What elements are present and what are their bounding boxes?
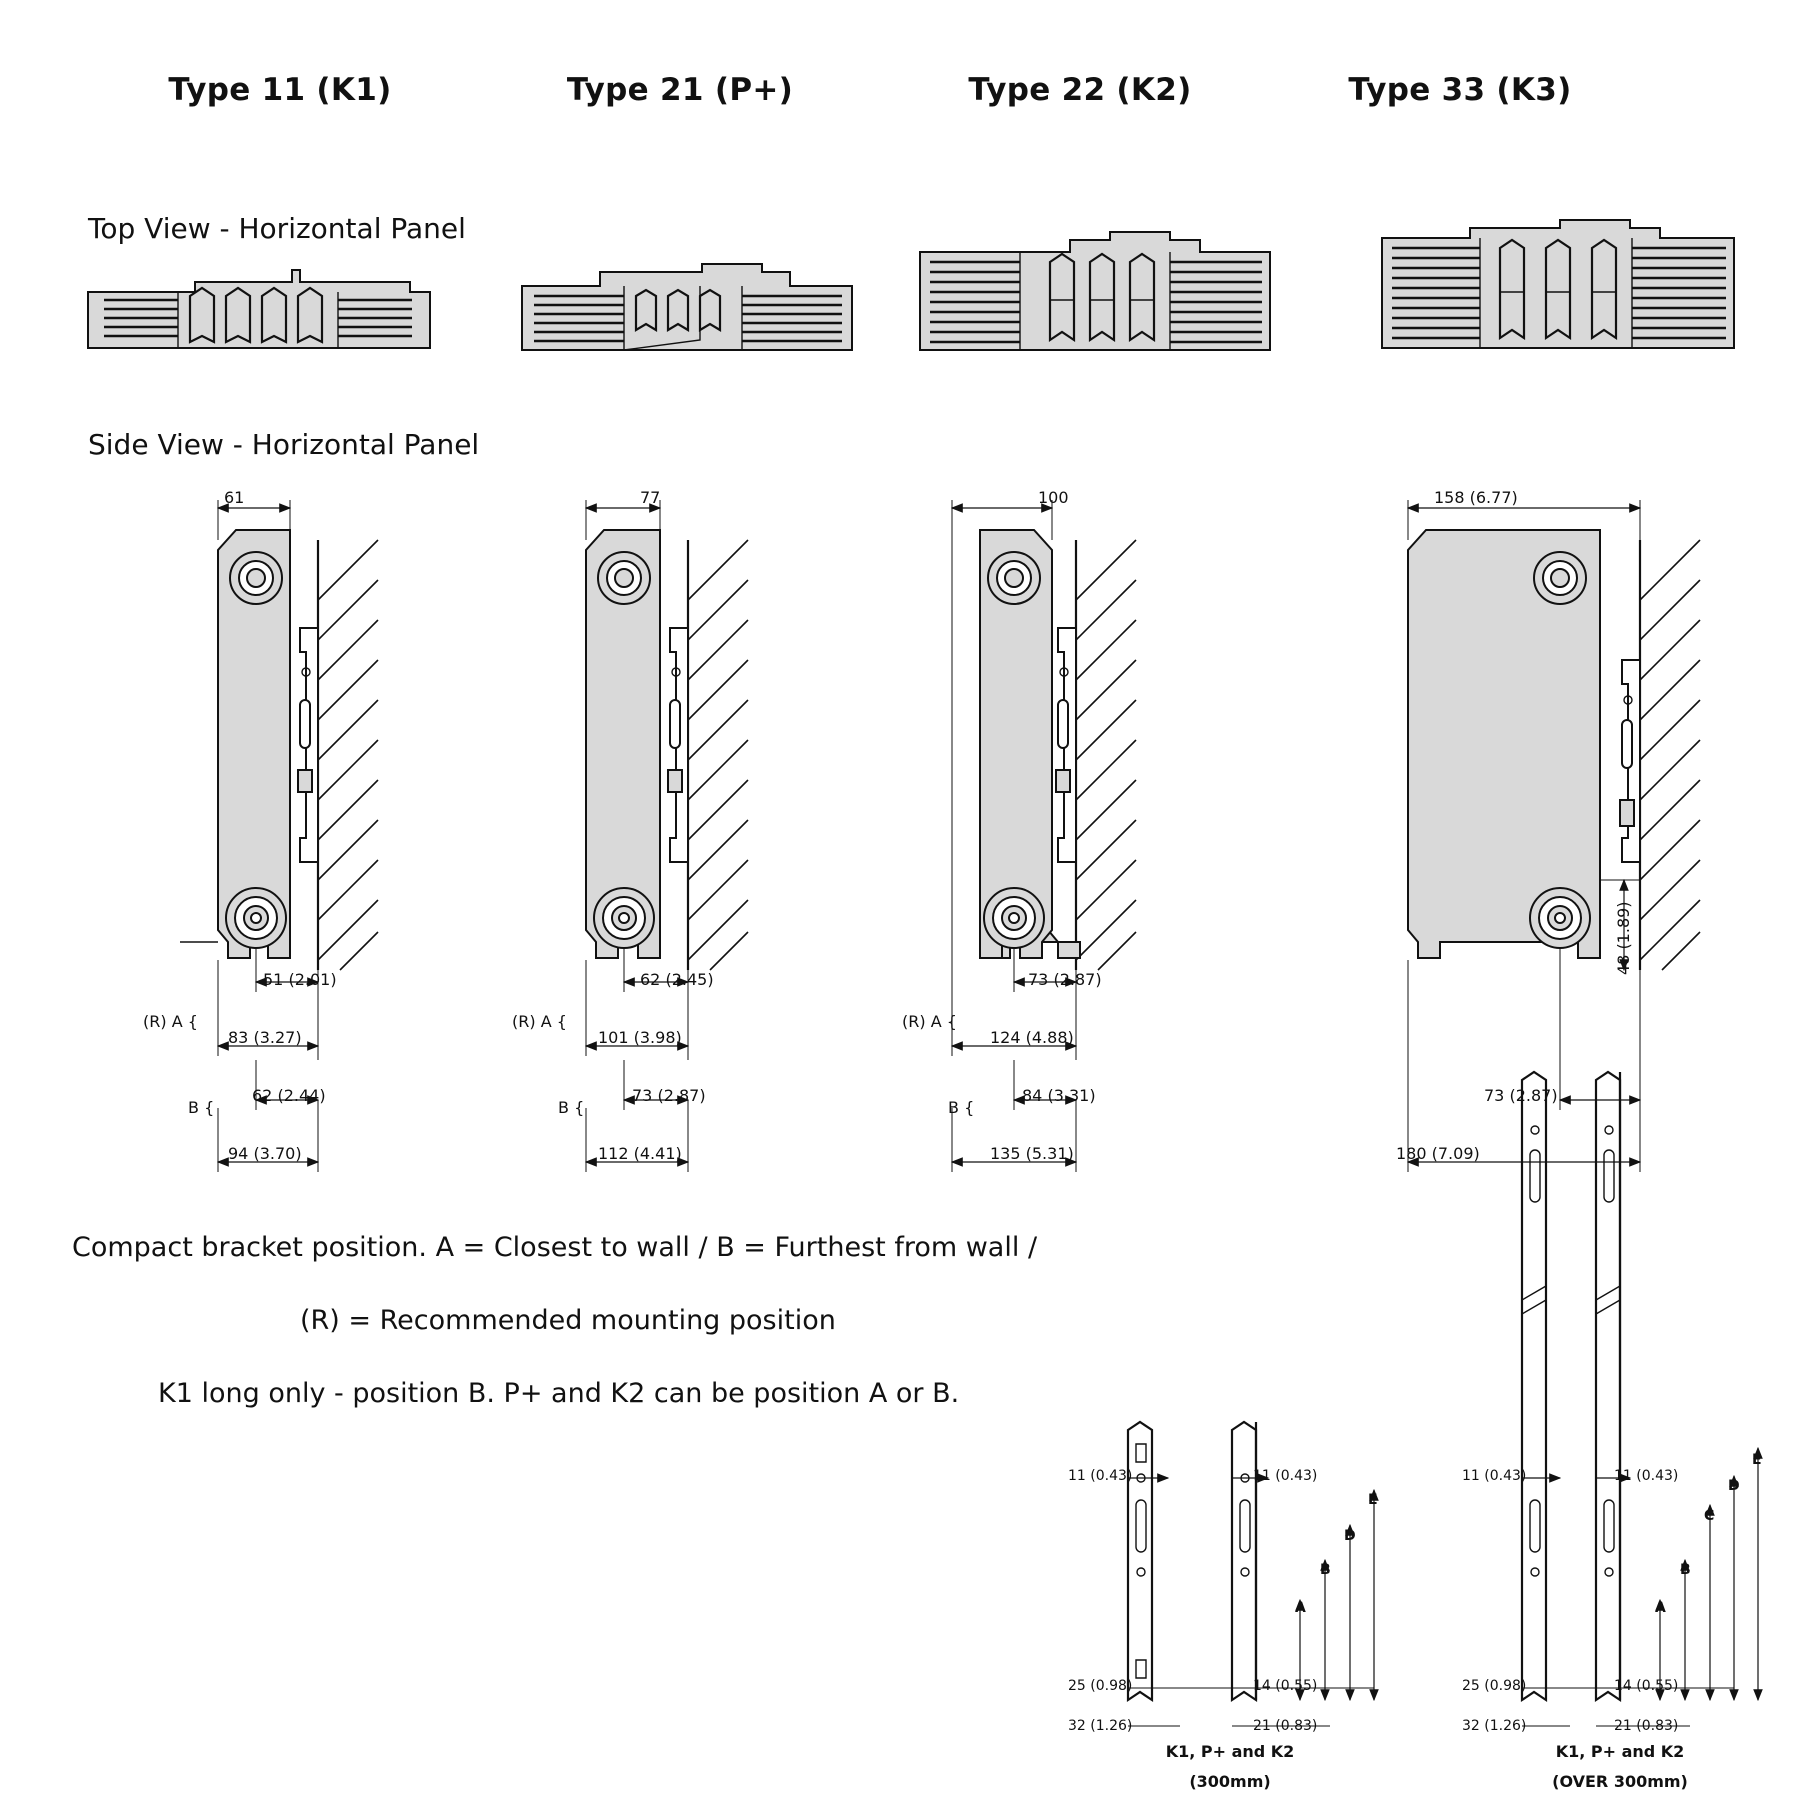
b-inner-dim-type-21: 73 (2.87) (632, 1086, 706, 1105)
bracket2-letter-c: C (1704, 1508, 1715, 1524)
bracket2-right-low2-dim: 21 (0.83) (1614, 1718, 1679, 1734)
bracket1-right-low2-dim: 21 (0.83) (1253, 1718, 1318, 1734)
side-view-type-21 (586, 500, 748, 1172)
bracket2-letter-b: B (1680, 1562, 1691, 1578)
bracket1-left-mid-dim: 11 (0.43) (1068, 1468, 1133, 1484)
a-bracket-label-type-11: (R) A { (143, 1012, 198, 1031)
top-view-label: Top View - Horizontal Panel (88, 212, 466, 245)
column-title-type-33: Type 33 (K3) (1348, 72, 1572, 108)
column-title-type-22: Type 22 (K2) (968, 72, 1192, 108)
top-view-type-33 (1382, 220, 1734, 348)
bracket-detail-300mm (1128, 1422, 1374, 1726)
bracket1-caption-line1: K1, P+ and K2 (1165, 1742, 1295, 1761)
a-inner-dim-type-33: 48 (1.89) (1614, 901, 1633, 975)
b-bracket-label-type-22: B { (948, 1098, 975, 1117)
b-inner-dim-type-22: 84 (3.31) (1022, 1086, 1096, 1105)
b-outer-dim-type-11: 94 (3.70) (228, 1144, 302, 1163)
bracket1-letter-e: E (1368, 1492, 1378, 1508)
side-view-type-11 (180, 500, 378, 1172)
top-view-type-11 (88, 270, 430, 348)
bracket2-letter-d: D (1728, 1478, 1740, 1494)
column-title-type-21: Type 21 (P+) (566, 72, 794, 108)
top-view-type-22 (920, 232, 1270, 350)
b-outer-dim-type-21: 112 (4.41) (598, 1144, 682, 1163)
bracket1-letter-b: B (1320, 1562, 1331, 1578)
bracket2-right-low1-dim: 14 (0.55) (1614, 1678, 1679, 1694)
a-inner-dim-type-22: 73 (2.87) (1028, 970, 1102, 989)
bracket1-caption-line2: (300mm) (1189, 1772, 1271, 1791)
bracket1-right-low1-dim: 14 (0.55) (1253, 1678, 1318, 1694)
bracket2-left-low2-dim: 32 (1.26) (1462, 1718, 1527, 1734)
bracket2-letter-a: A (1655, 1600, 1666, 1616)
bracket2-caption-line1: K1, P+ and K2 (1555, 1742, 1685, 1761)
b-inner-dim-type-11: 62 (2.44) (252, 1086, 326, 1105)
depth-dim-type-11: 61 (224, 488, 245, 507)
note-k1-long-only: K1 long only - position B. P+ and K2 can be position A or B. (158, 1378, 960, 1409)
note-bracket-position: Compact bracket position. A = Closest to wall / B = Furthest from wall / (72, 1232, 1038, 1263)
side-view-label: Side View - Horizontal Panel (88, 428, 480, 461)
a-outer-dim-type-11: 83 (3.27) (228, 1028, 302, 1047)
a-outer-dim-type-33: 73 (2.87) (1484, 1086, 1558, 1105)
depth-dim-type-21: 77 (640, 488, 661, 507)
a-outer-dim-type-21: 101 (3.98) (598, 1028, 682, 1047)
bracket1-right-mid-dim: 11 (0.43) (1253, 1468, 1318, 1484)
a-bracket-label-type-21: (R) A { (512, 1012, 567, 1031)
bracket1-left-low1-dim: 25 (0.98) (1068, 1678, 1133, 1694)
top-view-type-21 (522, 264, 852, 350)
bracket2-right-mid-dim: 11 (0.43) (1614, 1468, 1679, 1484)
side-view-type-22 (952, 500, 1136, 1172)
depth-dim-type-33: 158 (6.77) (1434, 488, 1518, 507)
bracket1-left-low2-dim: 32 (1.26) (1068, 1718, 1133, 1734)
note-recommended-position: (R) = Recommended mounting position (300, 1305, 836, 1336)
bracket2-left-mid-dim: 11 (0.43) (1462, 1468, 1527, 1484)
a-bracket-label-type-22: (R) A { (902, 1012, 957, 1031)
a-inner-dim-type-11: 51 (2.01) (263, 970, 337, 989)
a-inner-dim-type-21: 62 (2.45) (640, 970, 714, 989)
b-bracket-label-type-11: B { (188, 1098, 215, 1117)
bracket2-caption-line2: (OVER 300mm) (1552, 1772, 1688, 1791)
bracket2-left-low1-dim: 25 (0.98) (1462, 1678, 1527, 1694)
bracket1-letter-d: D (1344, 1528, 1356, 1544)
bracket-detail-over-300mm (1522, 1072, 1758, 1726)
b-outer-dim-type-33: 180 (7.09) (1396, 1144, 1480, 1163)
bracket2-letter-e: E (1752, 1452, 1762, 1468)
bracket1-letter-a: A (1295, 1600, 1306, 1616)
a-outer-dim-type-22: 124 (4.88) (990, 1028, 1074, 1047)
b-bracket-label-type-21: B { (558, 1098, 585, 1117)
side-view-type-33 (1408, 500, 1700, 1172)
b-outer-dim-type-22: 135 (5.31) (990, 1144, 1074, 1163)
column-title-type-11: Type 11 (K1) (168, 72, 392, 108)
depth-dim-type-22: 100 (1038, 488, 1069, 507)
